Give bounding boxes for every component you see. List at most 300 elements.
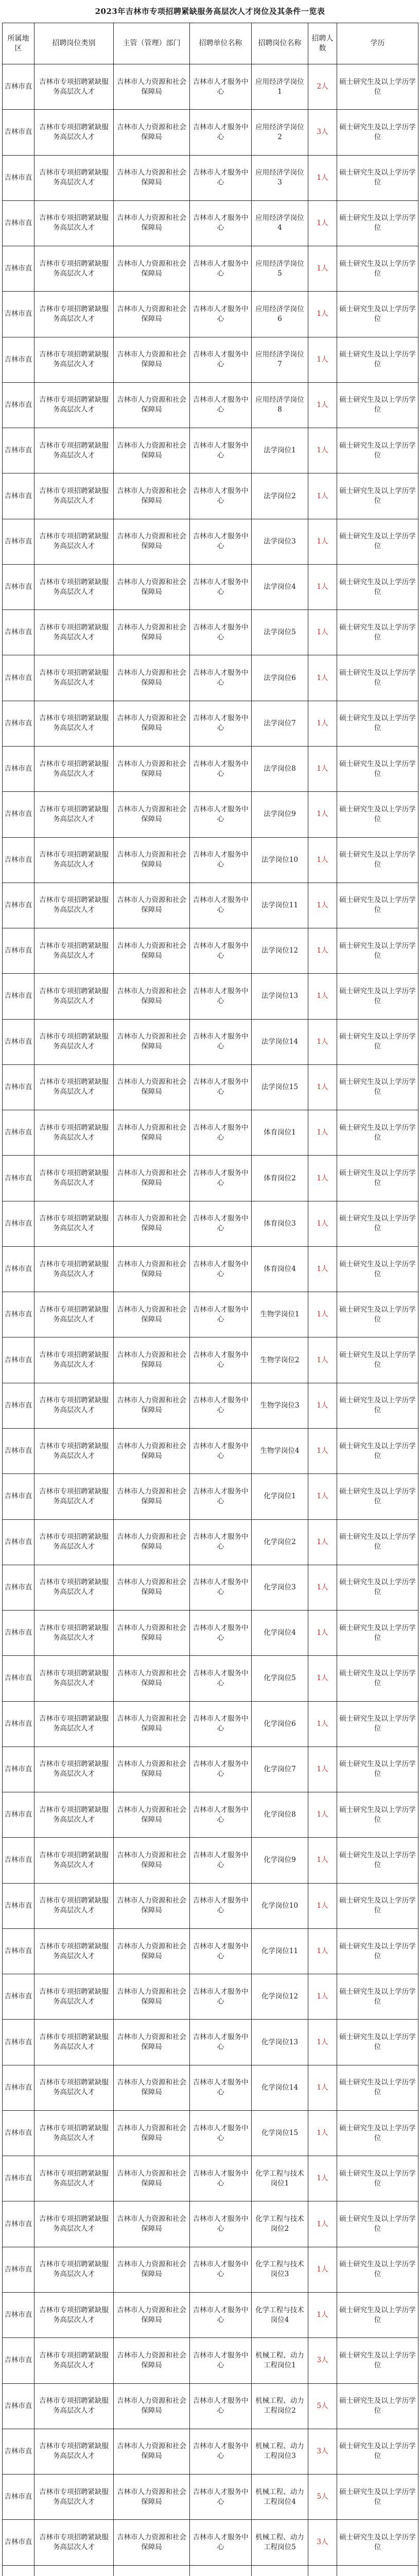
- cell-education: 硕士研究生及以上学历学位: [337, 246, 418, 292]
- cell-dept: 吉林市人力资源和社会保障局: [114, 1110, 190, 1156]
- cell-count: 3人: [308, 2429, 337, 2474]
- cell-category: 吉林市专项招聘紧缺服务高层次人才: [34, 2383, 114, 2429]
- table-row: [3, 1019, 418, 1064]
- cell-unit: 吉林市人才服务中心: [190, 428, 252, 473]
- cell-region: 吉林市直: [3, 1292, 34, 1337]
- cell-dept: 吉林市人力资源和社会保障局: [114, 473, 190, 519]
- table-row: [3, 974, 418, 1019]
- cell-position: 应用经济学岗位3: [252, 155, 308, 200]
- cell-dept: 吉林市人力资源和社会保障局: [114, 428, 190, 473]
- table-row: [3, 928, 418, 974]
- cell-count: 1人: [308, 1337, 337, 1383]
- cell-category: 吉林市专项招聘紧缺服务高层次人才: [34, 837, 114, 883]
- cell-category: 吉林市专项招聘紧缺服务高层次人才: [34, 1838, 114, 1883]
- cell-region: 吉林市直: [3, 64, 34, 110]
- cell-position: 生物学岗位2: [252, 1337, 308, 1383]
- cell-education: 硕士研究生及以上学历学位: [337, 974, 418, 1019]
- cell-count: 1人: [308, 246, 337, 292]
- cell-education: 硕士研究生及以上学历学位: [337, 382, 418, 428]
- cell-unit: [190, 2565, 252, 2576]
- table-row: [3, 1064, 418, 1110]
- cell-category: 吉林市专项招聘紧缺服务高层次人才: [34, 974, 114, 1019]
- cell-position: 化学岗位2: [252, 1519, 308, 1565]
- cell-region: 吉林市直: [3, 928, 34, 974]
- header-dept: 主管（管理）部门: [114, 23, 190, 64]
- cell-education: 硕士研究生及以上学历学位: [337, 1747, 418, 1792]
- cell-region: 吉林市直: [3, 1156, 34, 1201]
- cell-category: 吉林市专项招聘紧缺服务高层次人才: [34, 2475, 114, 2520]
- table-row: [3, 519, 418, 564]
- cell-dept: 吉林市人力资源和社会保障局: [114, 2247, 190, 2292]
- cell-region: 吉林市直: [3, 1747, 34, 1792]
- cell-education: 硕士研究生及以上学历学位: [337, 746, 418, 791]
- cell-category: 吉林市专项招聘紧缺服务高层次人才: [34, 200, 114, 246]
- cell-unit: 吉林市人才服务中心: [190, 2520, 252, 2565]
- table-row: [3, 1611, 418, 1656]
- cell-region: 吉林市直: [3, 701, 34, 746]
- cell-education: 硕士研究生及以上学历学位: [337, 1701, 418, 1747]
- cell-education: 硕士研究生及以上学历学位: [337, 1428, 418, 1473]
- cell-count: 1人: [308, 1565, 337, 1610]
- cell-unit: 吉林市人才服务中心: [190, 792, 252, 837]
- cell-position: 法学岗位7: [252, 701, 308, 746]
- cell-unit: 吉林市人才服务中心: [190, 1974, 252, 2020]
- cell-unit: 吉林市人才服务中心: [190, 746, 252, 791]
- cell-unit: 吉林市人才服务中心: [190, 1883, 252, 1928]
- cell-dept: 吉林市人力资源和社会保障局: [114, 519, 190, 564]
- cell-region: 吉林市直: [3, 2247, 34, 2292]
- table-row: [3, 2565, 418, 2576]
- cell-region: 吉林市直: [3, 564, 34, 609]
- table-row: [3, 1110, 418, 1156]
- cell-category: 吉林市专项招聘紧缺服务高层次人才: [34, 519, 114, 564]
- cell-dept: 吉林市人力资源和社会保障局: [114, 2020, 190, 2065]
- cell-unit: 吉林市人才服务中心: [190, 2429, 252, 2474]
- cell-unit: 吉林市人才服务中心: [190, 1337, 252, 1383]
- cell-unit: 吉林市人才服务中心: [190, 110, 252, 155]
- cell-category: 吉林市专项招聘紧缺服务高层次人才: [34, 564, 114, 609]
- table-row: [3, 2110, 418, 2156]
- cell-education: 硕士研究生及以上学历学位: [337, 837, 418, 883]
- cell-unit: 吉林市人才服务中心: [190, 1246, 252, 1292]
- cell-category: 吉林市专项招聘紧缺服务高层次人才: [34, 1792, 114, 1838]
- cell-unit: 吉林市人才服务中心: [190, 883, 252, 928]
- cell-count: 3人: [308, 2520, 337, 2565]
- cell-position: 生物学岗位3: [252, 1383, 308, 1428]
- cell-category: 吉林市专项招聘紧缺服务高层次人才: [34, 292, 114, 337]
- cell-position: 化学工程与技术岗位3: [252, 2247, 308, 2292]
- cell-category: 吉林市专项招聘紧缺服务高层次人才: [34, 1701, 114, 1747]
- cell-region: 吉林市直: [3, 110, 34, 155]
- cell-position: 体育岗位2: [252, 1156, 308, 1201]
- cell-category: 吉林市专项招聘紧缺服务高层次人才: [34, 2201, 114, 2247]
- cell-position: 生物学岗位1: [252, 1292, 308, 1337]
- header-unit: 招聘单位名称: [190, 23, 252, 64]
- table-row: [3, 1883, 418, 1928]
- table-row: [3, 292, 418, 337]
- cell-position: 法学岗位6: [252, 655, 308, 701]
- cell-unit: 吉林市人才服务中心: [190, 928, 252, 974]
- cell-education: 硕士研究生及以上学历学位: [337, 200, 418, 246]
- page-title: 2023年吉林市专项招聘紧缺服务高层次人才岗位及其条件一览表: [95, 7, 325, 16]
- cell-unit: 吉林市人才服务中心: [190, 837, 252, 883]
- cell-category: 吉林市专项招聘紧缺服务高层次人才: [34, 473, 114, 519]
- cell-position: 机械工程、动力工程岗位3: [252, 2429, 308, 2474]
- cell-dept: 吉林市人力资源和社会保障局: [114, 701, 190, 746]
- cell-education: 硕士研究生及以上学历学位: [337, 792, 418, 837]
- table-row: [3, 1656, 418, 1701]
- table-row: [3, 1201, 418, 1246]
- cell-region: 吉林市直: [3, 1838, 34, 1883]
- cell-region: 吉林市直: [3, 292, 34, 337]
- cell-unit: 吉林市人才服务中心: [190, 1201, 252, 1246]
- cell-education: 硕士研究生及以上学历学位: [337, 473, 418, 519]
- table-row: [3, 610, 418, 655]
- table-row: [3, 2383, 418, 2429]
- cell-dept: 吉林市人力资源和社会保障局: [114, 1611, 190, 1656]
- cell-category: 吉林市专项招聘紧缺服务高层次人才: [34, 1565, 114, 1610]
- cell-unit: 吉林市人才服务中心: [190, 519, 252, 564]
- cell-unit: 吉林市人才服务中心: [190, 1611, 252, 1656]
- table-row: [3, 1383, 418, 1428]
- cell-count: 1人: [308, 1747, 337, 1792]
- table-row: [3, 1474, 418, 1519]
- cell-position: 化学岗位12: [252, 1974, 308, 2020]
- header-education: 学历: [337, 23, 418, 64]
- table-row: [3, 1428, 418, 1473]
- table-row: [3, 2520, 418, 2565]
- cell-region: 吉林市直: [3, 155, 34, 200]
- cell-position: [252, 2565, 308, 2576]
- cell-region: 吉林市直: [3, 1519, 34, 1565]
- table-row: [3, 883, 418, 928]
- cell-position: 化学岗位11: [252, 1928, 308, 1974]
- cell-count: [308, 2565, 337, 2576]
- cell-count: 1人: [308, 519, 337, 564]
- cell-unit: 吉林市人才服务中心: [190, 1110, 252, 1156]
- cell-dept: 吉林市人力资源和社会保障局: [114, 1246, 190, 1292]
- cell-count: 1人: [308, 1019, 337, 1064]
- cell-dept: 吉林市人力资源和社会保障局: [114, 1928, 190, 1974]
- cell-region: 吉林市直: [3, 1565, 34, 1610]
- cell-unit: 吉林市人才服务中心: [190, 564, 252, 609]
- cell-dept: 吉林市人力资源和社会保障局: [114, 2338, 190, 2383]
- cell-dept: 吉林市人力资源和社会保障局: [114, 337, 190, 382]
- cell-education: 硕士研究生及以上学历学位: [337, 2065, 418, 2110]
- cell-position: 化学岗位5: [252, 1656, 308, 1701]
- cell-education: 硕士研究生及以上学历学位: [337, 564, 418, 609]
- cell-dept: 吉林市人力资源和社会保障局: [114, 2293, 190, 2338]
- header-row: [3, 23, 418, 64]
- cell-education: 硕士研究生及以上学历学位: [337, 1201, 418, 1246]
- cell-position: 机械工程、动力工程岗位2: [252, 2383, 308, 2429]
- cell-unit: 吉林市人才服务中心: [190, 292, 252, 337]
- cell-education: 硕士研究生及以上学历学位: [337, 2475, 418, 2520]
- table-row: [3, 564, 418, 609]
- cell-category: 吉林市专项招聘紧缺服务高层次人才: [34, 1974, 114, 2020]
- cell-count: 1人: [308, 1701, 337, 1747]
- cell-category: 吉林市专项招聘紧缺服务高层次人才: [34, 1519, 114, 1565]
- cell-dept: 吉林市人力资源和社会保障局: [114, 1519, 190, 1565]
- table-header: [3, 23, 418, 64]
- cell-dept: 吉林市人力资源和社会保障局: [114, 1292, 190, 1337]
- cell-category: 吉林市专项招聘紧缺服务高层次人才: [34, 1064, 114, 1110]
- cell-unit: 吉林市人才服务中心: [190, 2020, 252, 2065]
- table-row: [3, 1974, 418, 2020]
- cell-position: 应用经济学岗位8: [252, 382, 308, 428]
- cell-position: 化学工程与技术岗位1: [252, 2156, 308, 2201]
- cell-education: 硕士研究生及以上学历学位: [337, 2338, 418, 2383]
- table-row: [3, 337, 418, 382]
- table-row: [3, 2020, 418, 2065]
- cell-unit: 吉林市人才服务中心: [190, 2293, 252, 2338]
- table-row: [3, 1928, 418, 1974]
- cell-count: 1人: [308, 1064, 337, 1110]
- cell-position: 化学工程与技术岗位2: [252, 2201, 308, 2247]
- cell-category: 吉林市专项招聘紧缺服务高层次人才: [34, 883, 114, 928]
- cell-category: [34, 2565, 114, 2576]
- cell-region: 吉林市直: [3, 792, 34, 837]
- cell-dept: 吉林市人力资源和社会保障局: [114, 1565, 190, 1610]
- cell-category: 吉林市专项招聘紧缺服务高层次人才: [34, 2338, 114, 2383]
- cell-count: 1人: [308, 655, 337, 701]
- cell-category: 吉林市专项招聘紧缺服务高层次人才: [34, 246, 114, 292]
- table-row: [3, 1519, 418, 1565]
- table-row: [3, 473, 418, 519]
- cell-unit: 吉林市人才服务中心: [190, 246, 252, 292]
- positions-table: [2, 23, 418, 2576]
- table-row: [3, 1565, 418, 1610]
- cell-count: 1人: [308, 337, 337, 382]
- cell-unit: 吉林市人才服务中心: [190, 2475, 252, 2520]
- cell-count: 1人: [308, 564, 337, 609]
- cell-unit: 吉林市人才服务中心: [190, 974, 252, 1019]
- cell-education: 硕士研究生及以上学历学位: [337, 1110, 418, 1156]
- cell-education: 硕士研究生及以上学历学位: [337, 1656, 418, 1701]
- cell-dept: 吉林市人力资源和社会保障局: [114, 2383, 190, 2429]
- cell-count: 1人: [308, 1383, 337, 1428]
- cell-dept: 吉林市人力资源和社会保障局: [114, 1428, 190, 1473]
- cell-unit: 吉林市人才服务中心: [190, 2065, 252, 2110]
- cell-unit: 吉林市人才服务中心: [190, 2247, 252, 2292]
- cell-region: 吉林市直: [3, 1201, 34, 1246]
- cell-dept: 吉林市人力资源和社会保障局: [114, 837, 190, 883]
- cell-region: 吉林市直: [3, 1792, 34, 1838]
- cell-education: 硕士研究生及以上学历学位: [337, 110, 418, 155]
- table-row: [3, 110, 418, 155]
- cell-count: 1人: [308, 2065, 337, 2110]
- cell-unit: 吉林市人才服务中心: [190, 2110, 252, 2156]
- cell-dept: 吉林市人力资源和社会保障局: [114, 292, 190, 337]
- cell-region: 吉林市直: [3, 1428, 34, 1473]
- cell-region: 吉林市直: [3, 610, 34, 655]
- cell-unit: 吉林市人才服务中心: [190, 1156, 252, 1201]
- cell-category: 吉林市专项招聘紧缺服务高层次人才: [34, 1246, 114, 1292]
- cell-education: 硕士研究生及以上学历学位: [337, 883, 418, 928]
- cell-position: 化学岗位8: [252, 1792, 308, 1838]
- cell-education: [337, 2565, 418, 2576]
- cell-dept: 吉林市人力资源和社会保障局: [114, 1974, 190, 2020]
- cell-unit: 吉林市人才服务中心: [190, 1928, 252, 1974]
- cell-dept: 吉林市人力资源和社会保障局: [114, 110, 190, 155]
- cell-region: 吉林市直: [3, 473, 34, 519]
- cell-category: 吉林市专项招聘紧缺服务高层次人才: [34, 1883, 114, 1928]
- cell-unit: 吉林市人才服务中心: [190, 1838, 252, 1883]
- cell-dept: 吉林市人力资源和社会保障局: [114, 1656, 190, 1701]
- cell-category: 吉林市专项招聘紧缺服务高层次人才: [34, 110, 114, 155]
- cell-education: 硕士研究生及以上学历学位: [337, 1156, 418, 1201]
- cell-region: 吉林市直: [3, 2520, 34, 2565]
- cell-education: 硕士研究生及以上学历学位: [337, 428, 418, 473]
- table-row: [3, 746, 418, 791]
- cell-dept: 吉林市人力资源和社会保障局: [114, 2520, 190, 2565]
- cell-dept: 吉林市人力资源和社会保障局: [114, 2201, 190, 2247]
- cell-region: 吉林市直: [3, 2020, 34, 2065]
- cell-education: 硕士研究生及以上学历学位: [337, 655, 418, 701]
- cell-dept: 吉林市人力资源和社会保障局: [114, 1747, 190, 1792]
- cell-dept: 吉林市人力资源和社会保障局: [114, 1383, 190, 1428]
- cell-education: 硕士研究生及以上学历学位: [337, 1792, 418, 1838]
- cell-region: 吉林市直: [3, 337, 34, 382]
- cell-count: 1人: [308, 1246, 337, 1292]
- cell-position: 法学岗位10: [252, 837, 308, 883]
- cell-education: 硕士研究生及以上学历学位: [337, 610, 418, 655]
- cell-region: 吉林市直: [3, 2429, 34, 2474]
- cell-dept: 吉林市人力资源和社会保障局: [114, 974, 190, 1019]
- cell-education: 硕士研究生及以上学历学位: [337, 519, 418, 564]
- table-row: [3, 2429, 418, 2474]
- cell-position: 法学岗位12: [252, 928, 308, 974]
- cell-region: 吉林市直: [3, 2383, 34, 2429]
- cell-region: 吉林市直: [3, 2475, 34, 2520]
- cell-count: 1人: [308, 1292, 337, 1337]
- cell-category: 吉林市专项招聘紧缺服务高层次人才: [34, 746, 114, 791]
- cell-category: 吉林市专项招聘紧缺服务高层次人才: [34, 1656, 114, 1701]
- table-row: [3, 2293, 418, 2338]
- cell-dept: 吉林市人力资源和社会保障局: [114, 564, 190, 609]
- cell-dept: 吉林市人力资源和社会保障局: [114, 1156, 190, 1201]
- cell-category: 吉林市专项招聘紧缺服务高层次人才: [34, 1611, 114, 1656]
- cell-position: 化学岗位3: [252, 1565, 308, 1610]
- cell-count: 2人: [308, 64, 337, 110]
- table-row: [3, 2065, 418, 2110]
- table-row: [3, 2475, 418, 2520]
- cell-unit: 吉林市人才服务中心: [190, 2338, 252, 2383]
- cell-unit: 吉林市人才服务中心: [190, 382, 252, 428]
- cell-education: 硕士研究生及以上学历学位: [337, 928, 418, 974]
- cell-count: 1人: [308, 1656, 337, 1701]
- cell-education: 硕士研究生及以上学历学位: [337, 1883, 418, 1928]
- cell-position: 化学岗位6: [252, 1701, 308, 1747]
- cell-unit: 吉林市人才服务中心: [190, 200, 252, 246]
- table-row: [3, 1792, 418, 1838]
- cell-education: 硕士研究生及以上学历学位: [337, 2383, 418, 2429]
- cell-position: 法学岗位9: [252, 792, 308, 837]
- cell-count: 5人: [308, 2383, 337, 2429]
- table-row: [3, 655, 418, 701]
- cell-category: 吉林市专项招聘紧缺服务高层次人才: [34, 2156, 114, 2201]
- cell-position: 化学岗位4: [252, 1611, 308, 1656]
- cell-position: 应用经济学岗位2: [252, 110, 308, 155]
- cell-dept: 吉林市人力资源和社会保障局: [114, 883, 190, 928]
- cell-position: 法学岗位5: [252, 610, 308, 655]
- cell-dept: 吉林市人力资源和社会保障局: [114, 1792, 190, 1838]
- cell-category: 吉林市专项招聘紧缺服务高层次人才: [34, 928, 114, 974]
- cell-position: 应用经济学岗位6: [252, 292, 308, 337]
- cell-dept: 吉林市人力资源和社会保障局: [114, 1201, 190, 1246]
- cell-position: 应用经济学岗位5: [252, 246, 308, 292]
- cell-unit: 吉林市人才服务中心: [190, 1747, 252, 1792]
- cell-education: 硕士研究生及以上学历学位: [337, 64, 418, 110]
- cell-position: 法学岗位1: [252, 428, 308, 473]
- cell-count: 1人: [308, 610, 337, 655]
- cell-dept: 吉林市人力资源和社会保障局: [114, 792, 190, 837]
- cell-position: 应用经济学岗位4: [252, 200, 308, 246]
- cell-count: 1人: [308, 746, 337, 791]
- table-row: [3, 2201, 418, 2247]
- cell-dept: 吉林市人力资源和社会保障局: [114, 1701, 190, 1747]
- cell-education: 硕士研究生及以上学历学位: [337, 701, 418, 746]
- header-position: 招聘岗位名称: [252, 23, 308, 64]
- cell-region: 吉林市直: [3, 428, 34, 473]
- cell-region: 吉林市直: [3, 1611, 34, 1656]
- cell-position: 化学岗位10: [252, 1883, 308, 1928]
- cell-count: 1人: [308, 974, 337, 1019]
- cell-category: 吉林市专项招聘紧缺服务高层次人才: [34, 701, 114, 746]
- cell-position: 法学岗位2: [252, 473, 308, 519]
- cell-dept: 吉林市人力资源和社会保障局: [114, 246, 190, 292]
- cell-category: 吉林市专项招聘紧缺服务高层次人才: [34, 2065, 114, 2110]
- cell-education: 硕士研究生及以上学历学位: [337, 1383, 418, 1428]
- cell-count: 1人: [308, 1156, 337, 1201]
- cell-unit: 吉林市人才服务中心: [190, 1292, 252, 1337]
- cell-count: 1人: [308, 2201, 337, 2247]
- cell-unit: 吉林市人才服务中心: [190, 1019, 252, 1064]
- cell-unit: 吉林市人才服务中心: [190, 610, 252, 655]
- cell-education: 硕士研究生及以上学历学位: [337, 1838, 418, 1883]
- cell-dept: 吉林市人力资源和社会保障局: [114, 2156, 190, 2201]
- cell-count: 1人: [308, 1201, 337, 1246]
- cell-position: 化学岗位13: [252, 2020, 308, 2065]
- cell-unit: 吉林市人才服务中心: [190, 2201, 252, 2247]
- cell-region: 吉林市直: [3, 1656, 34, 1701]
- cell-education: 硕士研究生及以上学历学位: [337, 2293, 418, 2338]
- cell-education: 硕士研究生及以上学历学位: [337, 1611, 418, 1656]
- cell-region: 吉林市直: [3, 2156, 34, 2201]
- cell-dept: 吉林市人力资源和社会保障局: [114, 2065, 190, 2110]
- cell-position: 化学岗位7: [252, 1747, 308, 1792]
- cell-region: 吉林市直: [3, 1883, 34, 1928]
- cell-dept: 吉林市人力资源和社会保障局: [114, 155, 190, 200]
- table-row: [3, 837, 418, 883]
- cell-region: 吉林市直: [3, 1928, 34, 1974]
- cell-category: 吉林市专项招聘紧缺服务高层次人才: [34, 2293, 114, 2338]
- cell-unit: 吉林市人才服务中心: [190, 1656, 252, 1701]
- cell-dept: 吉林市人力资源和社会保障局: [114, 64, 190, 110]
- cell-count: 1人: [308, 382, 337, 428]
- cell-category: 吉林市专项招聘紧缺服务高层次人才: [34, 1747, 114, 1792]
- cell-category: 吉林市专项招聘紧缺服务高层次人才: [34, 1019, 114, 1064]
- table-row: [3, 1747, 418, 1792]
- table-row: [3, 200, 418, 246]
- cell-region: 吉林市直: [3, 1337, 34, 1383]
- cell-education: 硕士研究生及以上学历学位: [337, 1337, 418, 1383]
- cell-dept: 吉林市人力资源和社会保障局: [114, 2429, 190, 2474]
- cell-count: 1人: [308, 2020, 337, 2065]
- cell-count: 1人: [308, 1611, 337, 1656]
- cell-position: 化学岗位1: [252, 1474, 308, 1519]
- cell-region: 吉林市直: [3, 837, 34, 883]
